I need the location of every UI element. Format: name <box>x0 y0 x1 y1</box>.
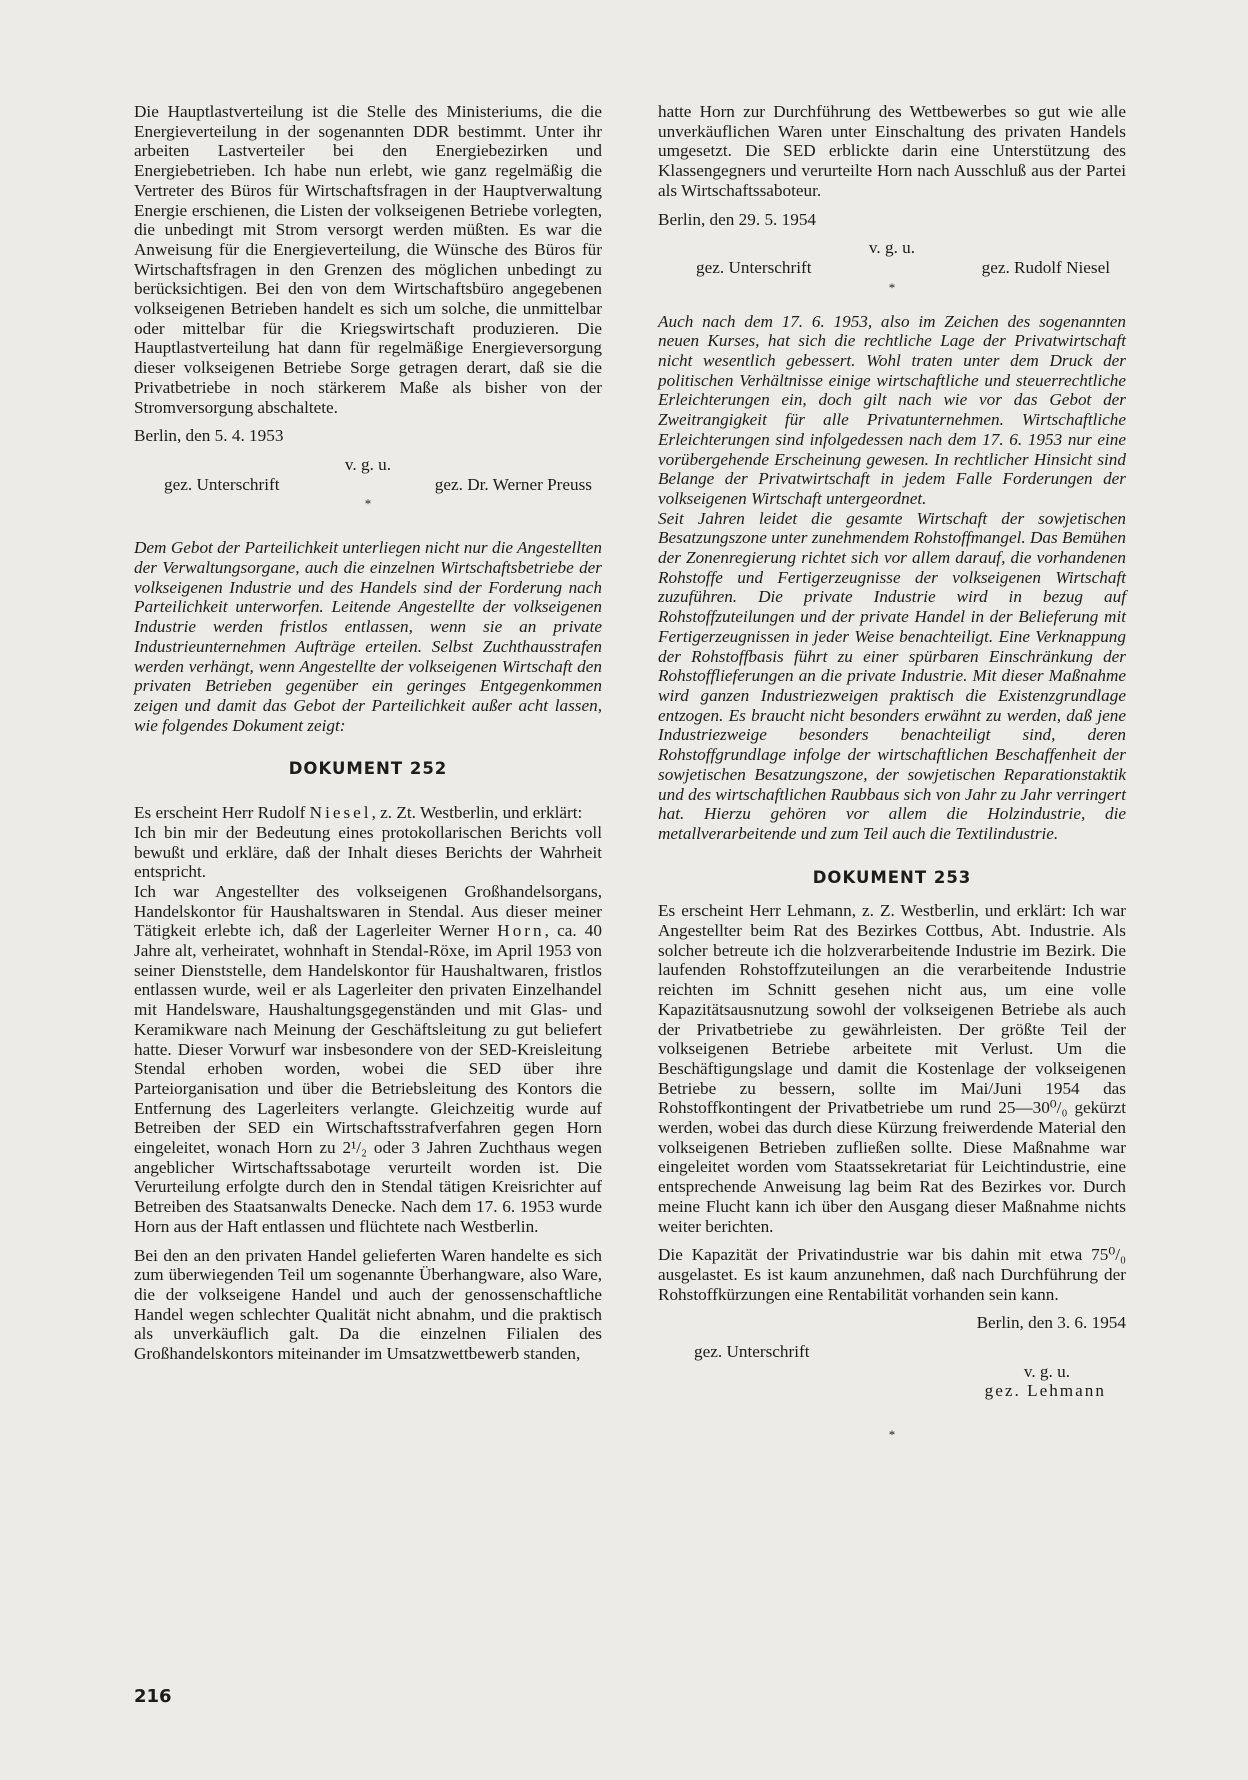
paragraph: hatte Horn zur Durchführung des Wettbewerbes so gut wie alle unverkäuflichen Waren unter Einschaltung des privaten Handels umgesetzt. Die SED erblickte darin eine Unterstützung des Klassengegners und verurteilte Horn nach Ausschluß aus der Partei als Wirtschaftssaboteur. <box>658 102 1126 200</box>
signature-left: gez. Unterschrift <box>696 257 812 277</box>
signature-row <box>134 475 602 495</box>
vgu-mark: v. g. u. <box>1023 1361 1070 1381</box>
spaced-name: Horn <box>497 921 545 941</box>
paragraph: Die Kapazität der Privatindustrie war bis dahin mit etwa 75⁰/₀ ausgelastet. Es ist kaum anzunehmen, daß nach Durchführung der Rohstoffkürzungen eine Rentabilität vorhanden sein kann. <box>658 1245 1126 1304</box>
document-heading: DOKUMENT 253 <box>812 867 972 887</box>
signature-right: gez. Rudolf Niesel <box>981 257 1110 277</box>
right-column <box>658 102 1126 1445</box>
separator-star: * <box>888 279 896 295</box>
signature-block <box>658 1362 1126 1401</box>
document-heading: DOKUMENT 252 <box>288 759 448 779</box>
italic-commentary: Seit Jahren leidet die gesamte Wirtschaft der sowjetischen Besatzungszone unter zunehmendem Rohstoffmangel. Das Bemühen der Zonenregierung richtet sich vor allem darauf, die vorhandenen Rohstoffe und Fertigerzeugnisse der volkseigenen Wirtschaft zuzuführen. Die private Industrie wird in bezug auf Rohstoffzuteilungen und der private Handel in der Belieferung mit Fertigerzeugnissen in jeder Weise benachteiligt. Eine Verknappung der Rohstoffbasis führt zu einer spürbaren Einschränkung der Rohstofflieferungen an die private Industrie. Mit dieser Maßnahme wird ganzen Industriezweigen praktisch die Existenzgrundlage entzogen. Es braucht nicht besonders erwähnt zu werden, daß jene Industriezweige besonders benachteiligt sind, deren Rohstoffgrundlage infolge der wirtschaftlichen Beschaffenheit der sowjetischen Besatzungszone, der sowjetischen Reparationstaktik und des wirtschaftlichen Raubbaus sich von Jahr zu Jahr verringert hat. Hierzu gehören vor allem die Holzindustrie, die metallverarbeitende und zum Teil auch die Textilindustrie. <box>658 508 1126 843</box>
paragraph: Die Hauptlastverteilung ist die Stelle des Ministeriums, die die Energieverteilung in der sogenannten DDR bestimmt. Unter ihr arbeiten Lastverteiler bei den Energiebezirken und Energiebetrieben. Ich habe nun erlebt, wie ganz regelmäßig die Vertreter des Büros für Wirtschaftsfragen in der Hauptverwaltung Energie erschienen, die Listen der volkseigenen Betriebe vorlegten, die unbedingt mit Strom versorgt werden müßten. Es war die Anweisung für die Energieverteilung, die Wünsche des Büros für Wirtschaftsfragen in den Grenzen des möglichen unbedingt zu berücksichtigen. Bei den von dem Wirtschaftsbüro angegebenen volkseigenen Betrieben handelt es sich um solche, die unmittelbar oder mittelbar für die Kriegswirtschaft produzieren. Die Hauptlastverteilung hat dann für regelmäßige Energieversorgung dieser volkseigenen Betriebe Sorge getragen derart, daß sie die Privatbetriebe in noch stärkerem Maße als bisher von der Stromversorgung abschaltete. <box>134 102 602 417</box>
signature-right: gez. Dr. Werner Preuss <box>434 474 592 494</box>
vgu-mark: v. g. u. <box>344 454 392 474</box>
page-number: 216 <box>134 1686 172 1707</box>
paragraph: Bei den an den privaten Handel gelieferten Waren handelte es sich zum überwiegenden Teil um sogenannte Überhangware, also Ware, die der volkseigene Handel und auch der genossenschaftliche Handel wegen schlechter Qualität nicht abnahm, und die praktisch als unverkäuflich galt. Da die einzelnen Filialen des Großhandelskontors miteinander im Umsatzwettbewerb standen, <box>134 1245 602 1364</box>
signature-row <box>658 258 1126 278</box>
dateline: Berlin, den 29. 5. 1954 <box>658 209 817 229</box>
paragraph: Es erscheint Herr Rudolf Niesel, z. Zt. Westberlin, und erklärt: <box>134 803 583 823</box>
italic-commentary: Dem Gebot der Parteilichkeit unterliegen nicht nur die Angestellten der Verwaltungsorgane, auch die einzelnen Wirtschaftsbetriebe der volkseigenen Industrie und des Handels sind der Forderung nach Parteilichkeit unterworfen. Leitende Angestellte der volkseigenen Industrie werden fristlos entlassen, wenn sie an private Industrieunternehmen Aufträge erteilen. Selbst Zuchthausstrafen werden verhängt, wenn Angestellte der volkseigenen Wirtschaft den privaten Betrieben gegenüber ein geringes Entgegenkommen zeigen und damit das Gebot der Parteilichkeit außer acht lassen, wie folgendes Dokument zeigt: <box>134 538 602 735</box>
italic-commentary: Auch nach dem 17. 6. 1953, also im Zeichen des sogenannten neuen Kurses, hat sich die rechtliche Lage der Privatwirtschaft nicht wesentlich gebessert. Wohl traten unter dem Druck der politischen Verhältnisse einige wirtschaftliche und steuerrechtliche Erleichterungen ein, doch gilt nach wie vor das Gebot der Zweitrangigkeit für alle Privatunternehmen. Wirtschaftliche Erleichterungen sind infolgedessen nach dem 17. 6. 1953 nur eine vorübergehende Erscheinung gewesen. In rechtlicher Hinsicht sind Belange der Privatwirtschaft in jedem Falle Forderungen der volkseigenen Wirtschaft untergeordnet. <box>658 311 1126 508</box>
dateline: Berlin, den 5. 4. 1953 <box>134 426 284 446</box>
left-column <box>134 102 602 1364</box>
paragraph: Ich bin mir der Bedeutung eines protokollarischen Berichts voll bewußt und erkläre, daß der Inhalt dieses Berichts der Wahrheit entspricht. <box>134 822 602 882</box>
separator-star: * <box>364 496 372 512</box>
signature-left: gez. Unterschrift <box>694 1342 810 1362</box>
vgu-mark: v. g. u. <box>868 238 916 258</box>
paragraph: Es erscheint Herr Lehmann, z. Z. Westberlin, und erklärt: Ich war Angestellter beim Rat des Bezirkes Cottbus, Abt. Industrie. Als solcher betreute ich die holzverarbeitende Industrie im Bezirk. Die laufenden Rohstoffzuteilungen an die verarbeitende Industrie reichten im Schnitt gesehen nicht aus, um eine volle Kapazitätsausnutzung sowohl der volkseigenen Betriebe als auch der Privatbetriebe zu gewährleisten. Der größte Teil der volkseigenen Betriebe arbeitete mit Verlust. Um die Beschäftigungslage und damit die Kostenlage der volkseigenen Betriebe zu bessern, sollte im Mai/Juni 1954 das Rohstoffkontingent der Privatbetriebe um rund 25—30⁰/₀ gekürzt werden, wobei das durch diese Kürzung freiwerdende Material den volkseigenen Betrieben zufließen sollte. Diese Maßnahme war eingeleitet worden vom Staatssekretariat für Leichtindustrie, eine entsprechende Anweisung lag beim Rat des Bezirkes vor. Durch meine Flucht kann ich über den Ausgang dieser Maßnahme nichts weiter berichten. <box>658 901 1126 1236</box>
dateline: Berlin, den 3. 6. 1954 <box>976 1313 1126 1333</box>
separator-star: * <box>888 1427 896 1443</box>
signature-right: gez. Lehmann <box>984 1381 1106 1401</box>
signature-left: gez. Unterschrift <box>164 474 280 494</box>
spaced-name: Niesel <box>309 803 372 823</box>
paragraph: Ich war Angestellter des volkseigenen Großhandelsorgans, Handelskontor für Haushaltswaren in Stendal. Aus dieser meiner Tätigkeit erlebte ich, daß der Lagerleiter Werner Horn, ca. 40 Jahre alt, verheiratet, wohnhaft in Stendal-Röxe, im April 1953 von seiner Dienststelle, dem Handelskontor für Haushaltwaren, fristlos entlassen wurde, weil er als Lagerleiter den privaten Einzelhandel mit Handelsware, Haushaltungsgegenständen und mit Glas- und Keramikware nach Meinung der Geschäftsleitung zu gut beliefert hatte. Dieser Vorwurf war insbesondere von der SED-Kreisleitung Stendal erhoben worden, wobei die SED über ihre Parteiorganisation und über die Betriebsleitung des Kontors die Entfernung des Lagerleiters verlangte. Gleichzeitig wurde auf Betreiben der SED ein Wirtschaftsstrafverfahren gegen Horn eingeleitet, wonach Horn zu 2¹/₂ oder 3 Jahren Zuchthaus wegen angeblicher Wirtschaftssabotage verurteilt worden ist. Die Verurteilung erfolgte durch den in Stendal tätigen Kreisrichter auf Betreiben des Staatsanwalts Denecke. Nach dem 17. 6. 1953 wurde Horn aus der Haft entlassen und flüchtete nach Westberlin. <box>134 881 602 1236</box>
